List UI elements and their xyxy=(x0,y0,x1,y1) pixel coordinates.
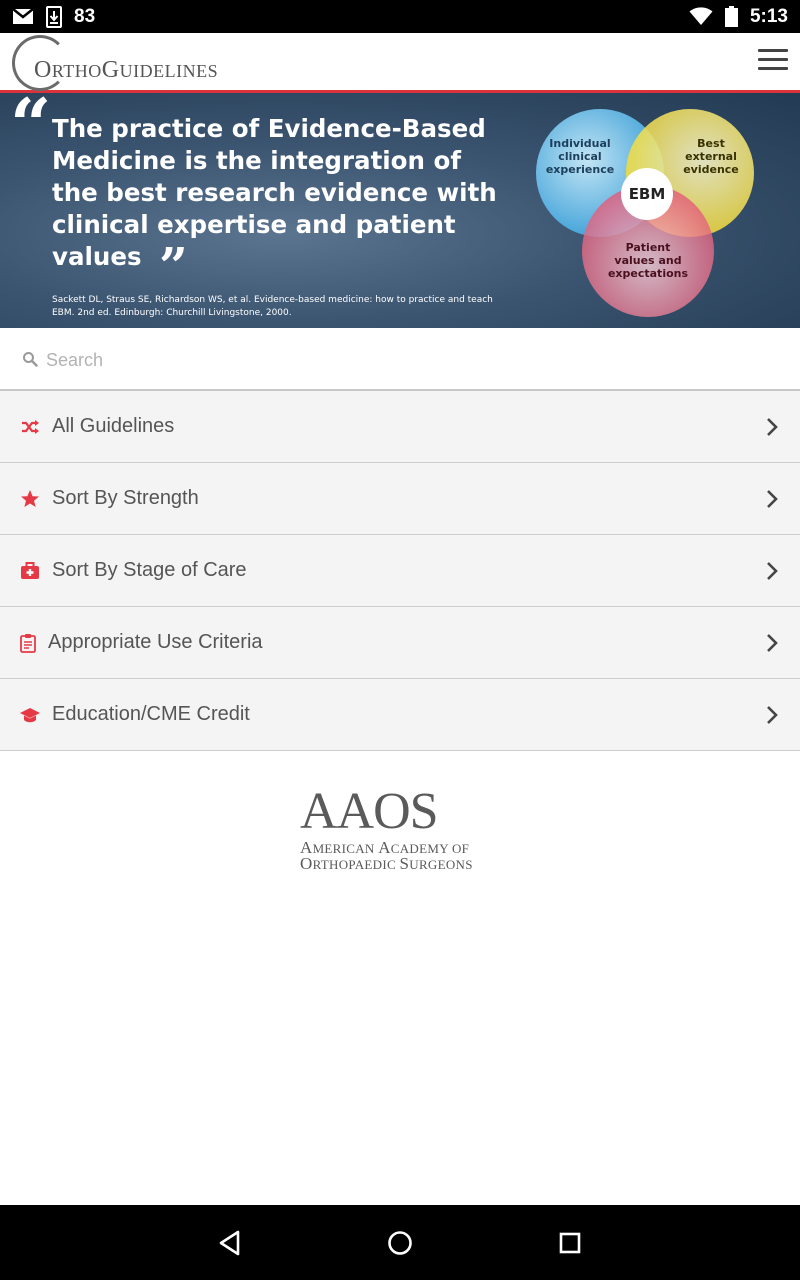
close-quote-mark: ” xyxy=(141,236,188,295)
guideline-menu xyxy=(0,391,800,751)
banner-citation: Sackett DL, Straus SE, Richardson WS, et al. Evidence-based medicine: how to practice and teach EBM. 2nd ed. Edinburgh: Churchill Livingstone, 2000. xyxy=(52,295,493,318)
status-bar xyxy=(0,0,800,33)
graduation-cap-icon xyxy=(20,705,40,725)
shuffle-icon xyxy=(20,417,40,437)
menu-item-label: Sort By Strength xyxy=(52,487,199,509)
aaos-wordmark: AAOS xyxy=(300,783,438,840)
menu-item-education[interactable] xyxy=(0,679,800,751)
clock: 5:13 xyxy=(749,5,788,27)
menu-item-sort-by-stage[interactable] xyxy=(0,535,800,607)
home-icon[interactable] xyxy=(384,1227,416,1259)
chevron-right-icon xyxy=(766,705,778,725)
search-icon xyxy=(22,351,38,367)
search-bar xyxy=(0,328,800,391)
aaos-logo[interactable] xyxy=(300,783,505,880)
chevron-right-icon xyxy=(766,489,778,509)
venn-label-evidence: Best external evidence xyxy=(683,137,739,176)
star-icon xyxy=(20,489,40,509)
chevron-right-icon xyxy=(766,561,778,581)
menu-item-appropriate-use[interactable] xyxy=(0,607,800,679)
ebm-banner xyxy=(0,93,800,328)
medkit-icon xyxy=(20,561,40,581)
venn-label-individual: Individual clinical experience xyxy=(545,137,615,176)
menu-item-all-guidelines[interactable] xyxy=(0,391,800,463)
clipboard-icon xyxy=(18,633,38,653)
venn-label-center: EBM xyxy=(628,185,666,203)
banner-quote: The practice of Evidence-Based Medicine is the integration of the best research evidence with clinical expertise and patient values ” xyxy=(52,114,497,295)
menu-item-sort-by-strength[interactable] xyxy=(0,463,800,535)
app-bar xyxy=(0,33,800,93)
gmail-icon xyxy=(12,8,34,25)
system-nav-bar xyxy=(0,1205,800,1280)
logo-wordmark: ORTHOGUIDELINES xyxy=(34,57,219,83)
open-quote-mark: “ xyxy=(10,93,52,167)
orthoguidelines-logo[interactable] xyxy=(12,35,252,89)
wifi-icon xyxy=(689,7,713,26)
hamburger-icon[interactable] xyxy=(758,49,788,73)
back-icon[interactable] xyxy=(214,1227,246,1259)
aaos-fullname: AMERICAN ACADEMY OF ORTHOPAEDIC SURGEONS xyxy=(300,838,473,873)
notification-count: 83 xyxy=(74,5,96,27)
menu-item-label: Appropriate Use Criteria xyxy=(48,631,263,653)
download-icon xyxy=(46,6,62,28)
menu-item-label: Education/CME Credit xyxy=(52,703,250,725)
ebm-venn-diagram xyxy=(530,101,770,321)
chevron-right-icon xyxy=(766,633,778,653)
recents-icon[interactable] xyxy=(554,1227,586,1259)
search-input[interactable] xyxy=(44,342,748,378)
menu-item-label: All Guidelines xyxy=(52,415,175,437)
chevron-right-icon xyxy=(766,417,778,437)
venn-label-patient: Patient values and expectations xyxy=(607,241,689,280)
battery-icon xyxy=(725,6,738,27)
menu-item-label: Sort By Stage of Care xyxy=(52,559,247,581)
